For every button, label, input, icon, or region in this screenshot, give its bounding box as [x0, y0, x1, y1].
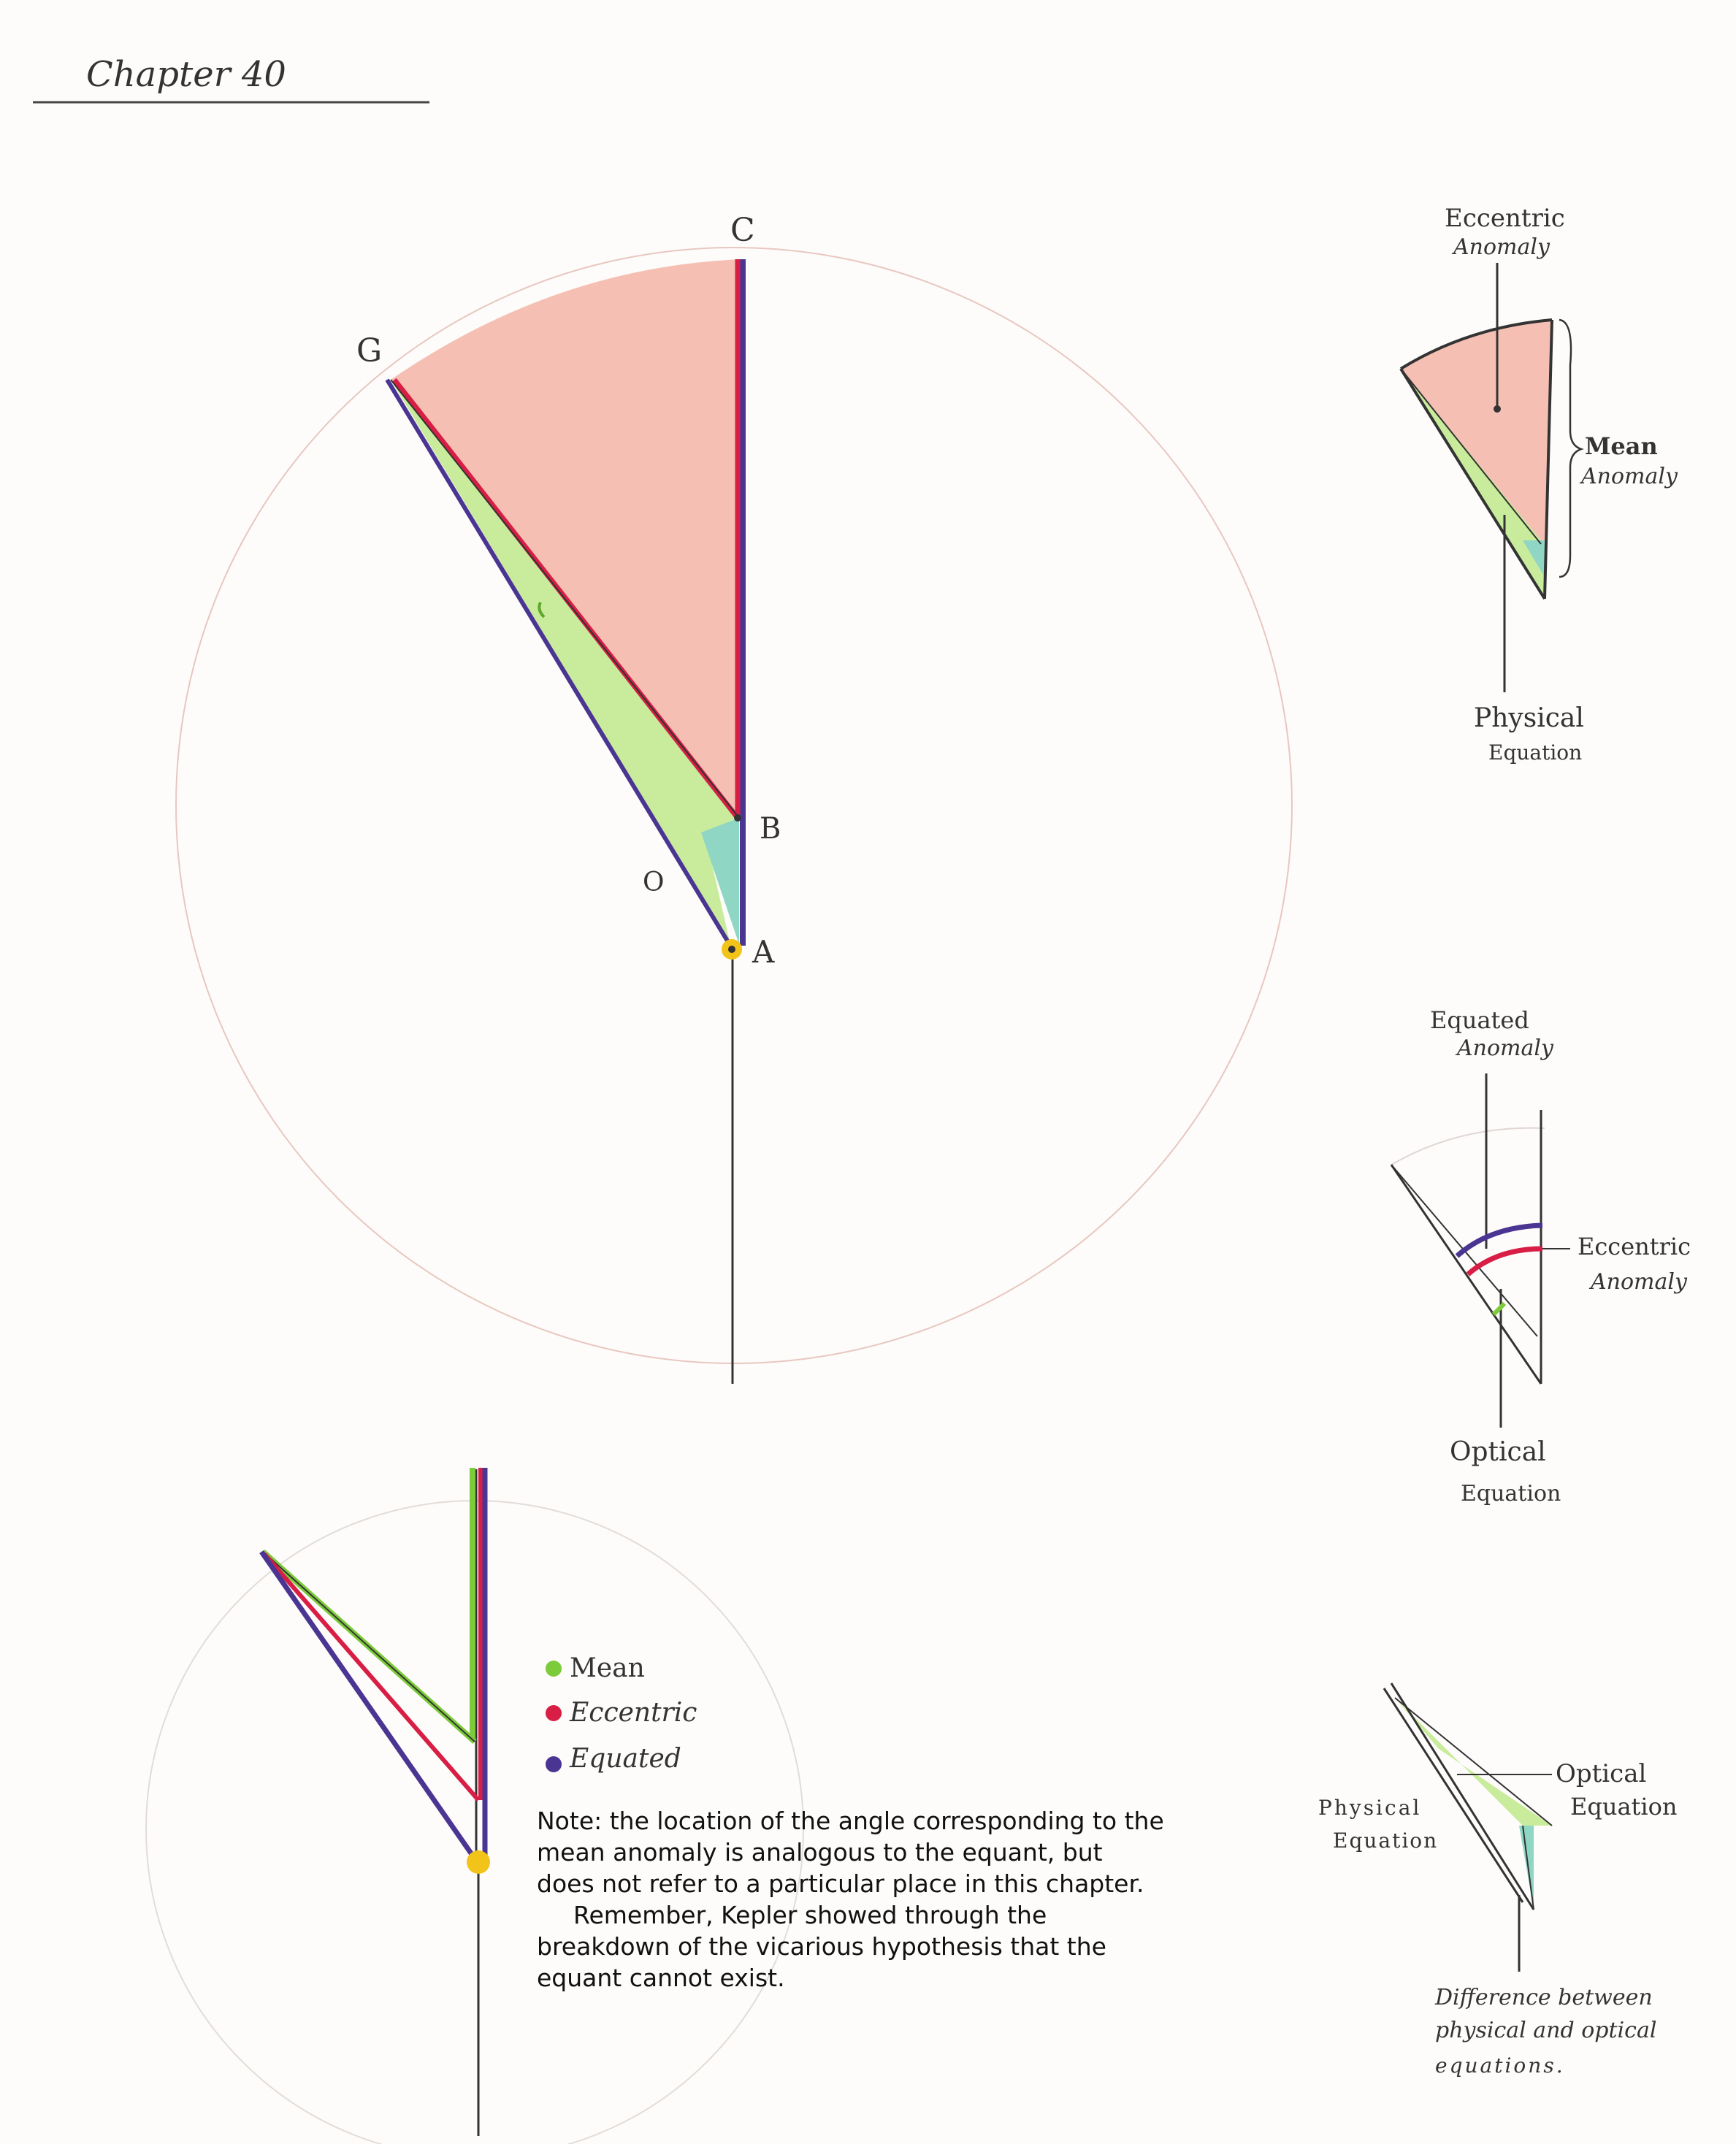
legend-swatch-eccentric	[546, 1705, 562, 1721]
legend	[546, 1653, 697, 1774]
note-paragraph-2: Remember, Kepler showed through the breakdown of the vicarious hypothesis that the equant cannot exist.	[537, 1901, 1106, 1992]
detail3-right-line2: Equation	[1570, 1793, 1678, 1821]
detail1-bottom-line2: Equation	[1488, 740, 1583, 765]
point-a-dot	[728, 946, 735, 953]
detail1-top-line1: Eccentric	[1445, 204, 1565, 233]
detail2-top-line2: Anomaly	[1457, 1035, 1553, 1061]
detail1-bottom-line1: Physical	[1474, 703, 1584, 733]
detail1-right-line1: Mean	[1585, 432, 1658, 460]
comparison-eccentric-diagonal	[264, 1554, 478, 1800]
eccentric-detail	[1401, 204, 1678, 765]
detail3-bottom-line1: Difference between	[1435, 1985, 1653, 2010]
detail1-right-line2: Anomaly	[1581, 464, 1678, 489]
main-diagram	[176, 212, 1292, 1384]
detail3-bottom-line2: physical and optical	[1435, 2018, 1657, 2043]
detail2-left-line	[1391, 1165, 1541, 1384]
label-c: C	[730, 212, 755, 249]
detail2-bottom-line2: Equation	[1461, 1481, 1561, 1506]
chapter-title: Chapter 40	[86, 54, 286, 95]
comparison-equated-diagonal	[261, 1552, 476, 1861]
detail3-bottom-line3: equations.	[1435, 2053, 1565, 2078]
label-o: O	[643, 868, 665, 897]
legend-swatch-equated	[546, 1756, 562, 1772]
detail2-bottom-line1: Optical	[1450, 1437, 1546, 1467]
detail1-brace	[1559, 320, 1581, 577]
mean-anomaly-sector	[391, 259, 743, 818]
note-paragraph-1: Note: the location of the angle corresponding to the mean anomaly is analogous to the equant, but does not refer to a particular place in this chapter.	[537, 1807, 1164, 1898]
detail2-eccentric-arc	[1468, 1249, 1542, 1274]
point-b-dot	[734, 814, 741, 822]
detail3-right-line1: Optical	[1556, 1759, 1647, 1788]
explanatory-note	[537, 1805, 1165, 1994]
detail3-left-line2: Equation	[1333, 1829, 1439, 1853]
legend-label-mean: Mean	[570, 1653, 645, 1683]
label-g: G	[356, 332, 383, 370]
detail2-right-line1: Eccentric	[1578, 1233, 1691, 1260]
label-a: A	[752, 934, 775, 970]
comparison-sun-marker	[467, 1850, 490, 1874]
detail2-top-line1: Equated	[1430, 1006, 1529, 1034]
equation-detail	[1318, 1683, 1678, 2078]
detail1-leader-dot	[1494, 405, 1501, 413]
detail2-orbit-arc	[1391, 1128, 1545, 1165]
equated-detail	[1391, 1006, 1691, 1506]
legend-label-eccentric: Eccentric	[570, 1698, 697, 1728]
label-b: B	[760, 812, 781, 846]
detail1-top-line2: Anomaly	[1453, 234, 1550, 260]
detail2-mean-mark	[1494, 1303, 1504, 1314]
detail3-left-line1: Physical	[1318, 1796, 1422, 1820]
legend-swatch-mean	[546, 1661, 562, 1677]
detail2-right-line2: Anomaly	[1591, 1269, 1687, 1295]
legend-label-equated: Equated	[570, 1744, 681, 1774]
comparison-mean-ink	[263, 1552, 475, 1742]
